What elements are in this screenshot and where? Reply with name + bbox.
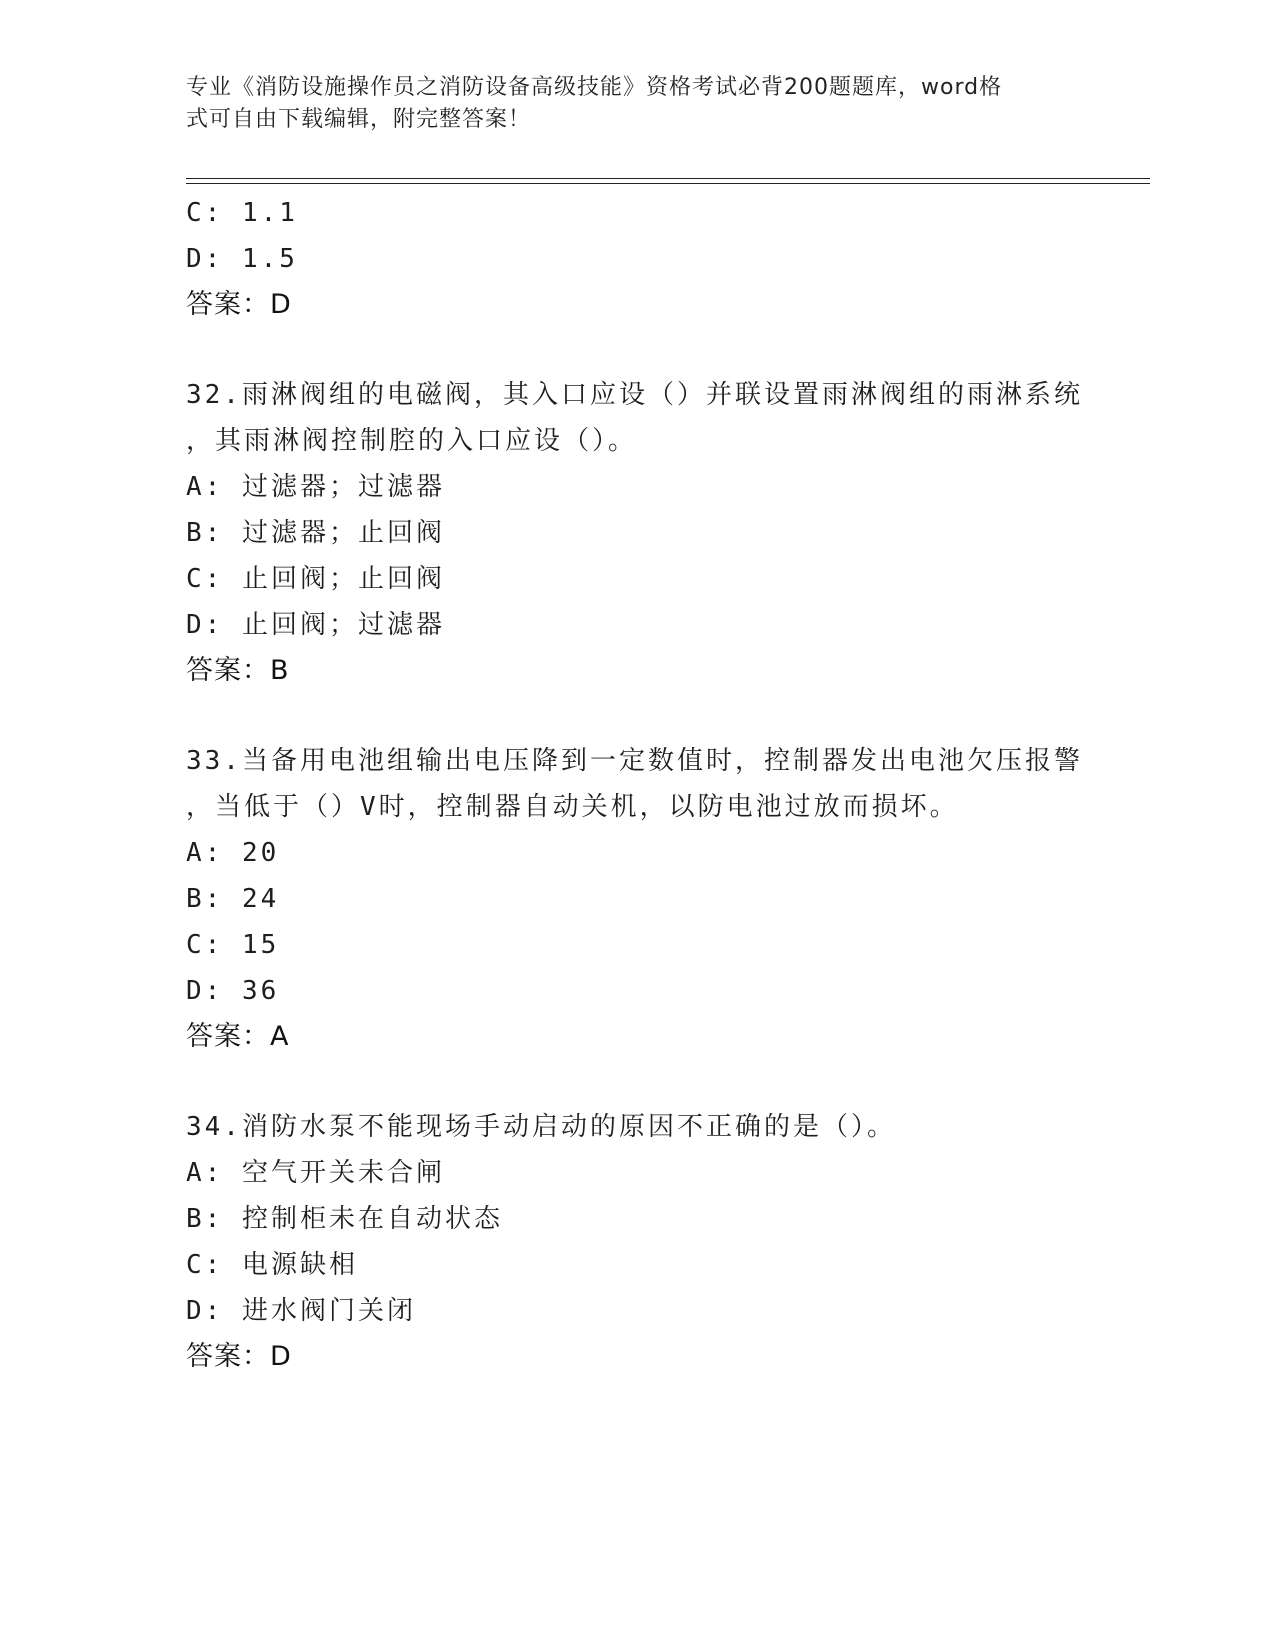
question-text-line-2: ，其雨淋阀控制腔的入口应设（）。 [186, 426, 638, 456]
answer-line: 答案：D [186, 289, 292, 320]
option-b: B: 24 [186, 884, 280, 914]
answer-line: 答案：B [186, 655, 290, 686]
option-a: A: 空气开关未合闸 [186, 1158, 445, 1188]
option-c: C: 电源缺相 [186, 1250, 358, 1280]
option-a: A: 20 [186, 838, 280, 868]
answer-line: 答案：D [186, 1341, 292, 1372]
header-rule-bottom [186, 183, 1150, 184]
header-line-2: 式可自由下载编辑，附完整答案！ [186, 107, 532, 132]
answer-line: 答案：A [186, 1021, 290, 1052]
option-b: B: 过滤器；止回阀 [186, 518, 445, 548]
question-33 [186, 738, 1086, 1060]
question-text-line-2: ，当低于（）V时，控制器自动关机，以防电池过放而损坏。 [186, 792, 959, 822]
option-c: C: 止回阀；止回阀 [186, 564, 445, 594]
option-d: D: 进水阀门关闭 [186, 1296, 416, 1326]
question-content [186, 190, 1086, 1380]
page-header [186, 72, 1066, 136]
option-d: D: 36 [186, 976, 280, 1006]
header-line-1: 专业《消防设施操作员之消防设备高级技能》资格考试必背200题题库，word格 [186, 75, 1003, 100]
option-d: D: 止回阀；过滤器 [186, 610, 445, 640]
option-a: A: 过滤器；过滤器 [186, 472, 445, 502]
question-32 [186, 372, 1086, 694]
previous-question-tail [186, 190, 1086, 328]
header-rule-top [186, 178, 1150, 179]
option-b: B: 控制柜未在自动状态 [186, 1204, 503, 1234]
question-34 [186, 1104, 1086, 1380]
option-d: D: 1.5 [186, 244, 298, 274]
question-text-line-1: 34.消防水泵不能现场手动启动的原因不正确的是（）。 [186, 1112, 896, 1142]
option-c: C: 1.1 [186, 198, 298, 228]
option-c: C: 15 [186, 930, 280, 960]
question-text-line-1: 32.雨淋阀组的电磁阀，其入口应设（）并联设置雨淋阀组的雨淋系统 [186, 380, 1083, 410]
question-text-line-1: 33.当备用电池组输出电压降到一定数值时，控制器发出电池欠压报警 [186, 746, 1083, 776]
